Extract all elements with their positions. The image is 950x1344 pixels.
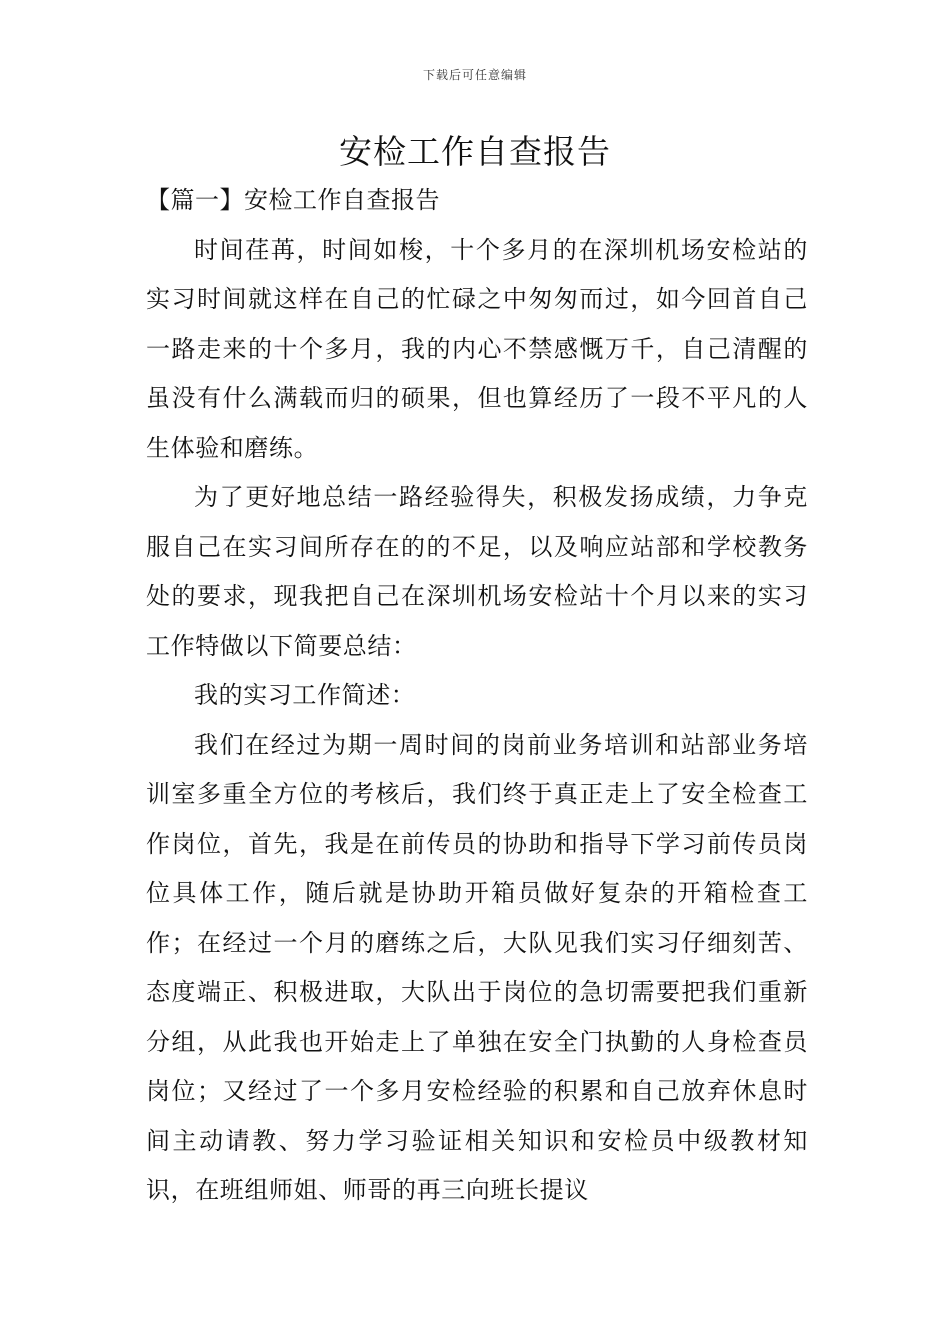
paragraph: 为了更好地总结一路经验得失，积极发扬成绩，力争克服自己在实习间所存在的的不足，以及响应站部和学校教务处的要求，现我把自己在深圳机场安检站十个月以来的实习工作特做以下简要总结：: [146, 483, 808, 660]
document-title: 安检工作自查报告: [339, 132, 611, 171]
paragraph: 时间荏苒，时间如梭，十个多月的在深圳机场安检站的实习时间就这样在自己的忙碌之中匆匆而过，如今回首自己一路走来的十个多月，我的内心不禁感慨万千，自己清醒的虽没有什么满载而归的硕果，但也算经历了一段不平凡的人生体验和磨练。: [146, 235, 808, 462]
page-header-note: 下载后可任意编辑: [422, 68, 527, 82]
document-body: [146, 176, 808, 1216]
section-heading: 【篇一】安检工作自查报告: [146, 186, 440, 214]
paragraph: 我的实习工作简述：: [194, 681, 416, 709]
paragraph: 我们在经过为期一周时间的岗前业务培训和站部业务培训室多重全方位的考核后，我们终于真正走上了安全检查工作岗位，首先，我是在前传员的协助和指导下学习前传员岗位具体工作，随后就是协助开箱员做好复杂的开箱检查工作；在经过一个月的磨练之后，大队见我们实习仔细刻苦、态度端正、积极进取，大队出于岗位的急切需要把我们重新分组，从此我也开始走上了单独在安全门执勤的人身检查员岗位；又经过了一个多月安检经验的积累和自己放弃休息时间主动请教、努力学习验证相关知识和安检员中级教材知识，在班组师姐、师哥的再三向班长提议: [146, 730, 808, 1204]
